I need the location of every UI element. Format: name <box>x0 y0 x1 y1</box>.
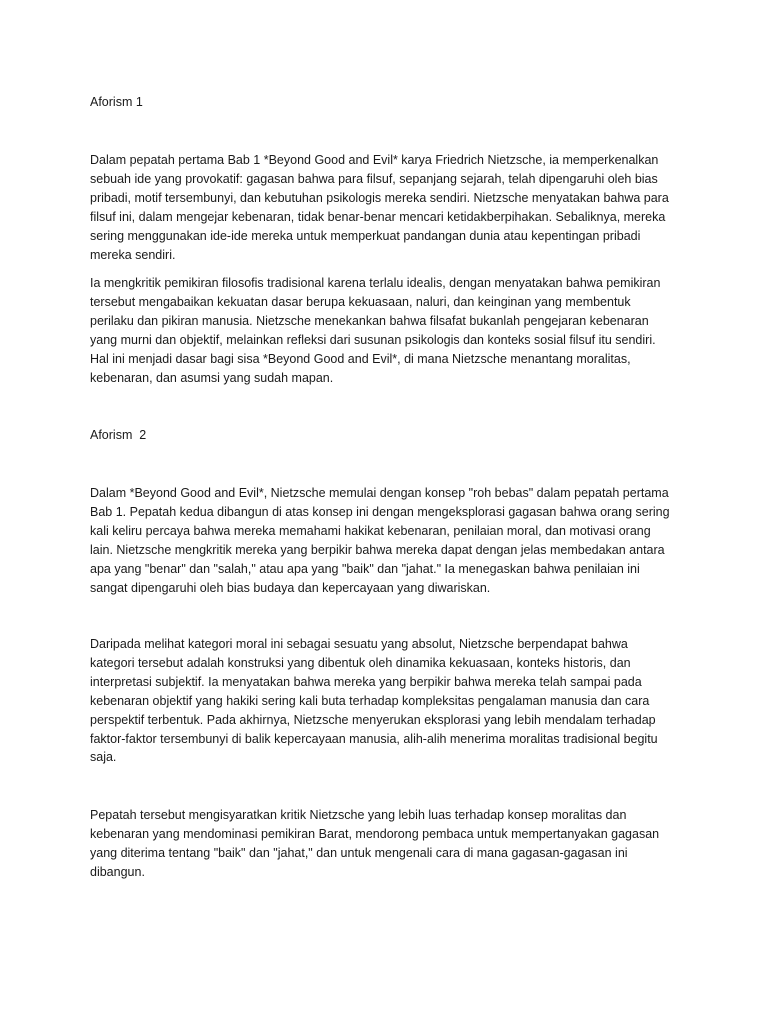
paragraph-aforism-2-p2 <box>90 635 678 767</box>
section-heading-aforism-1: Aforism 1 <box>90 95 143 109</box>
text-line: dibangun. <box>90 864 145 879</box>
text-line: Pepatah tersebut mengisyaratkan kritik Nietzsche yang lebih luas terhadap konsep moralitas dan <box>90 808 627 822</box>
paragraph-aforism-2-p1 <box>90 484 678 597</box>
text-line: kebenaran, dan asumsi yang sudah mapan. <box>90 370 334 385</box>
text-line: Ia mengkritik pemikiran filosofis tradisional karena terlalu idealis, dengan menyatakan bahwa pemikiran <box>90 276 661 290</box>
text-line: perilaku dan pikiran manusia. Nietzsche menekankan bahwa filsafat bukanlah pengejaran kebenaran <box>90 313 649 328</box>
text-line: lain. Nietzsche mengkritik mereka yang berpikir bahwa mereka dapat dengan jelas membedakan antara <box>90 542 665 557</box>
paragraph-aforism-2-p3 <box>90 806 678 882</box>
text-line: yang diterima tentang "baik" dan "jahat," dan untuk mengenali cara di mana gagasan-gagasan ini <box>90 845 628 860</box>
text-line: kategori tersebut adalah konstruksi yang dibentuk oleh dinamika kekuasaan, konteks historis, dan <box>90 655 631 670</box>
text-line: saja. <box>90 750 117 765</box>
text-line: mereka sendiri. <box>90 247 176 262</box>
text-line: sangat dipengaruhi oleh bias budaya dan kepercayaan yang diwariskan. <box>90 580 491 595</box>
text-line: perspektif terbentuk. Pada akhirnya, Nietzsche menyerukan eksplorasi yang lebih mendalam terhadap <box>90 712 656 727</box>
section-heading-aforism-2: Aforism 2 <box>90 428 147 442</box>
text-line: sering menggunakan ide-ide mereka untuk memperkuat pandangan dunia atau kepentingan pribadi <box>90 228 641 243</box>
text-line: apa yang "benar" dan "salah," atau apa yang "baik" dan "jahat." Ia menegaskan bahwa penilaian ini <box>90 561 640 576</box>
text-line: kali keliru percaya bahwa mereka memahami hakikat kebenaran, penilaian moral, dan motivasi orang <box>90 523 651 538</box>
text-line: kebenaran yang mendominasi pemikiran Barat, mendorong pembaca untuk mempertanyakan gagasan <box>90 826 660 841</box>
text-line: Bab 1. Pepatah kedua dibangun di atas konsep ini dengan mengeksplorasi gagasan bahwa orang sering <box>90 504 670 519</box>
text-line: Dalam pepatah pertama Bab 1 *Beyond Good and Evil* karya Friedrich Nietzsche, ia memperkenalkan <box>90 153 659 167</box>
text-line: Dalam *Beyond Good and Evil*, Nietzsche memulai dengan konsep "roh bebas" dalam pepatah pertama <box>90 486 669 500</box>
text-line: filsuf ini, dalam mengejar kebenaran, tidak benar-benar mencari ketidakberpihakan. Sebaliknya, mereka <box>90 209 666 224</box>
text-line: Daripada melihat kategori moral ini sebagai sesuatu yang absolut, Nietzsche berpendapat bahwa <box>90 637 628 651</box>
text-line: interpretasi subjektif. Ia menyatakan bahwa mereka yang berpikir bahwa mereka telah sampai pada <box>90 674 642 689</box>
text-line: yang murni dan objektif, melainkan refleksi dari susunan psikologis dan konteks sosial filsuf itu sendiri. <box>90 332 656 347</box>
text-line: sebuah ide yang provokatif: gagasan bahwa para filsuf, sepanjang sejarah, telah dipengaruhi oleh bias <box>90 171 658 186</box>
text-line: faktor-faktor tersembunyi di balik kepercayaan manusia, alih-alih menerima moralitas tradisional begitu <box>90 731 658 746</box>
text-line: Hal ini menjadi dasar bagi sisa *Beyond Good and Evil*, di mana Nietzsche menantang moralitas, <box>90 351 631 366</box>
paragraph-aforism-1-p1 <box>90 151 678 264</box>
text-line: pribadi, motif tersembunyi, dan kebutuhan psikologis mereka sendiri. Nietzsche menyatakan bahwa para <box>90 190 669 205</box>
paragraph-aforism-1-p2 <box>90 274 678 387</box>
text-line: kebenaran objektif yang hakiki sering kali buta terhadap kompleksitas pengalaman manusia dan cara <box>90 693 650 708</box>
text-line: tersebut mengabaikan kekuatan dasar berupa kekuasaan, naluri, dan keinginan yang membentuk <box>90 294 631 309</box>
